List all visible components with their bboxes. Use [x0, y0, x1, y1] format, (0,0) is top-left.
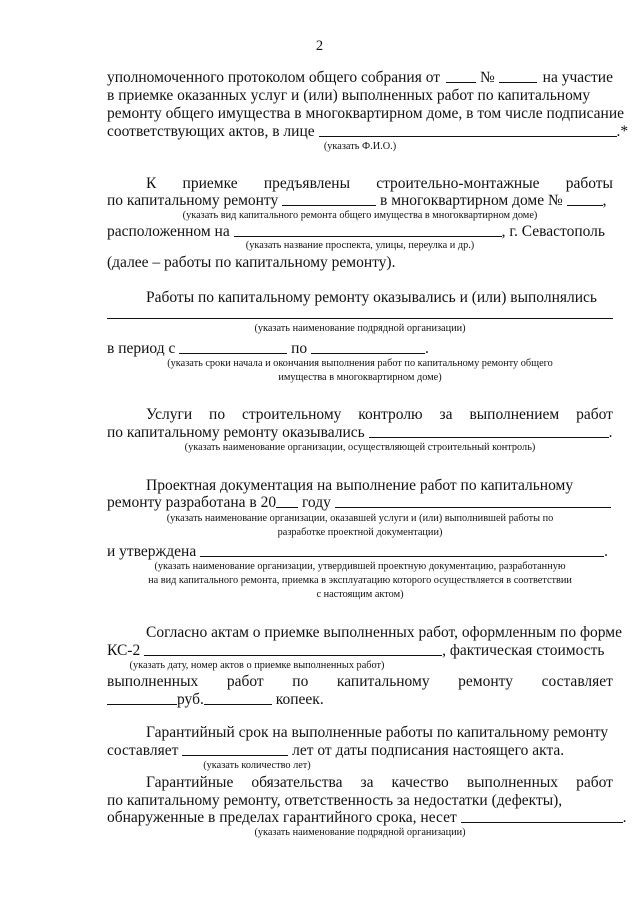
p4-line-2: ремонту разработана в 20 году — [107, 493, 613, 512]
caption-period-1: (указать сроки начала и окончания выполнения работ по капитальному ремонту общего — [167, 358, 553, 369]
p7-line-3: обнаруженные в пределах гарантийного срока, несет . — [107, 809, 627, 826]
p6-line-1: Гарантийный срок на выполненные работы по капитальному ремонту — [146, 724, 609, 741]
caption-ks2-acts: (указать дату, номер актов о приемке выполненных работ) — [129, 660, 385, 671]
p1-line-1: К приемке предъявлены строительно-монтажные работы — [146, 175, 613, 192]
control-org-blank — [369, 423, 609, 438]
kopecks-blank — [204, 690, 272, 705]
p2-line-1: Работы по капитальному ремонту оказывались и (или) выполнялись — [146, 289, 597, 306]
p3-line-2: по капитальному ремонту оказывались . — [107, 424, 613, 441]
caption-design-org-2: разработке проектной документации) — [277, 527, 443, 538]
warranty-years-blank — [182, 741, 288, 756]
caption-approver-2: на вид капитального ремонта, приемка в эксплуатацию которого осуществляется в соответствии — [148, 575, 572, 586]
p0-line-4: соответствующих актов, в лице .* — [107, 123, 629, 140]
year-blank — [276, 493, 298, 508]
warranty-contractor-blank — [461, 808, 623, 823]
caption-warranty-years: (указать количество лет) — [203, 760, 311, 771]
p2-line-3: в период с по . — [107, 340, 429, 357]
number-blank — [499, 68, 537, 83]
p1-line-4: (далее – работы по капитальному ремонту). — [107, 254, 396, 271]
street-blank — [234, 222, 502, 237]
p1-line-2: по капитальному ремонту в многоквартирном доме № , — [107, 192, 607, 209]
p3-line-1: Услуги по строительному контролю за выполнением работ — [146, 406, 613, 423]
contractor-blank — [107, 318, 613, 319]
p6-line-2: составляет лет от даты подписания настоящего акта. — [107, 742, 565, 759]
p7-line-2: по капитальному ремонту, ответственность за недостатки (дефекты), — [107, 792, 563, 809]
caption-approver-1: (указать наименование организации, утвердившей проектную документацию, разработанную — [154, 561, 566, 572]
p0-line-2: в приемке оказанных услуг и (или) выполненных работ по капитальному — [107, 87, 591, 104]
p5-line-1: Согласно актам о приемке выполненных работ, оформленным по форме — [146, 624, 622, 641]
start-date-blank — [179, 339, 287, 354]
repair-type-blank — [282, 191, 376, 206]
ks2-acts-blank — [144, 641, 442, 656]
p5-line-4: руб. копеек. — [107, 690, 613, 709]
caption-approver-3: с настоящим актом) — [316, 589, 404, 600]
caption-warranty-contractor: (указать наименование подрядной организации) — [254, 827, 466, 838]
p7-line-1: Гарантийные обязательства за качество выполненных работ — [146, 774, 613, 791]
p4-line-3: и утверждена . — [107, 543, 608, 560]
p0-line-3: ремонту общего имущества в многоквартирном доме, в том числе подписание — [107, 105, 625, 122]
design-org-blank — [335, 493, 611, 508]
end-date-blank — [311, 339, 425, 354]
rubles-blank — [107, 690, 177, 705]
caption-repair-type: (указать вид капитального ремонта общего имущества в многоквартирном доме) — [182, 210, 538, 221]
date-blank — [446, 68, 476, 83]
caption-fio: (указать Ф.И.О.) — [323, 141, 397, 152]
p1-line-3: расположенном на , г. Севастополь — [107, 223, 605, 240]
p4-line-1: Проектная документация на выполнение работ по капитальному — [146, 477, 574, 494]
p0-line-1: уполномоченного протоколом общего собрания от № на участие — [107, 69, 613, 86]
caption-contractor: (указать наименование подрядной организации) — [254, 323, 466, 334]
caption-design-org-1: (указать наименование организации, оказавшей услуги и (или) выполнившей работы по — [166, 513, 554, 524]
caption-street: (указать название проспекта, улицы, переулка и др.) — [245, 240, 475, 251]
approver-blank — [200, 542, 604, 557]
caption-control-org: (указать наименование организации, осуществляющей строительный контроль) — [184, 442, 536, 453]
house-number-blank — [567, 191, 603, 206]
caption-period-2: имущества в многоквартирном доме) — [278, 372, 442, 383]
fio-blank — [319, 122, 617, 137]
p5-line-3: выполненных работ по капитальному ремонту составляет — [107, 673, 613, 690]
page-number: 2 — [315, 38, 324, 54]
p5-line-2: КС-2 , фактическая стоимость — [107, 642, 605, 659]
